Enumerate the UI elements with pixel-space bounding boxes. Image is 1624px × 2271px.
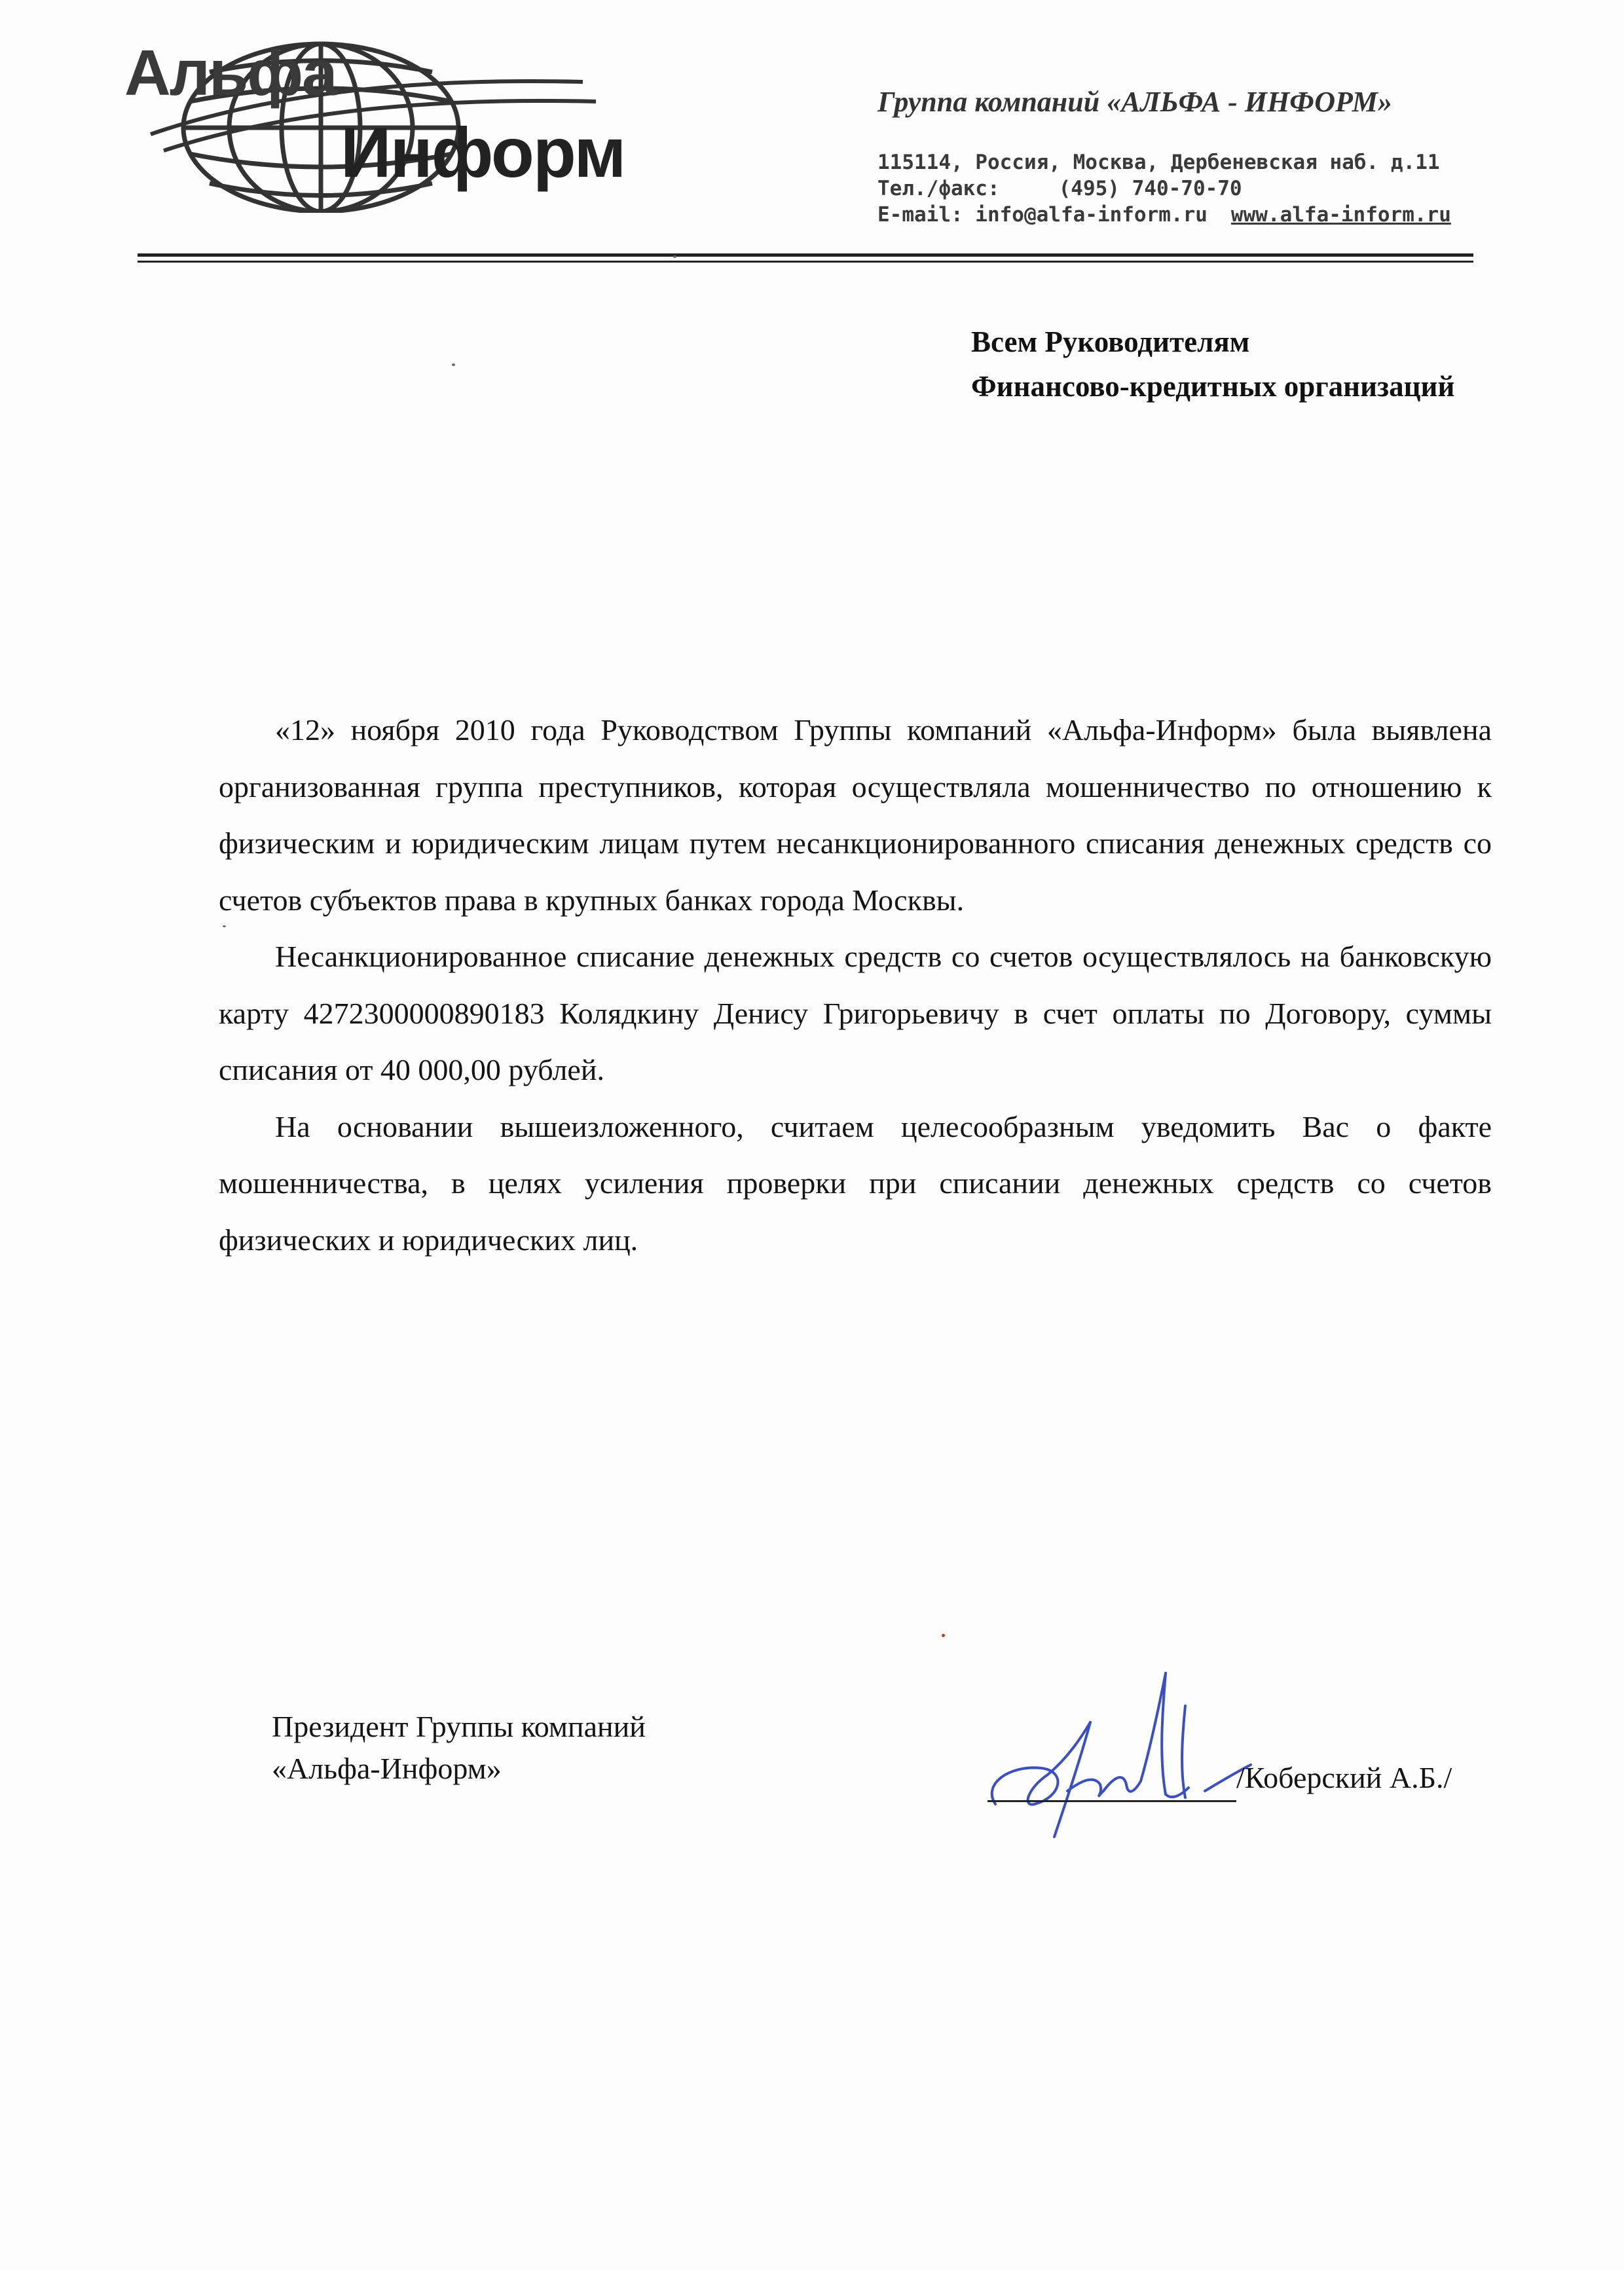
- signature-line: [987, 1800, 1236, 1802]
- scan-speck: [452, 363, 455, 366]
- company-name: Группа компаний «АЛЬФА - ИНФОРМ»: [877, 86, 1392, 118]
- scan-speck: [673, 255, 676, 258]
- paragraph-2: Несанкционированное списание денежных средств со счетов осуществлялось на банковскую карту 4272300000890183 Колядкину Денису Григорьевичу в счет оплаты по Договору, суммы списания от 40 000,00 рублей.: [219, 940, 1492, 1086]
- scan-speck: [223, 925, 226, 927]
- signatory-title: [272, 1706, 646, 1790]
- handwritten-signature: [969, 1660, 1257, 1856]
- phone-line: [877, 175, 1451, 202]
- scan-speck: [942, 1634, 945, 1637]
- header-rule-thick: [138, 253, 1473, 257]
- paragraph-3: На основании вышеизложенного, считаем целесообразным уведомить Вас о факте мошенничества, в целях усиления проверки при списании денежных средств со счетов физических и юридических лиц.: [219, 1109, 1492, 1257]
- addressee: [971, 320, 1454, 409]
- address-line: 115114, Россия, Москва, Дербеневская наб. д.11: [877, 151, 1440, 174]
- phone-value: (495) 740-70-70: [1058, 177, 1242, 200]
- signatory-title-line-1: Президент Группы компаний: [272, 1710, 646, 1743]
- header-rule-thin: [138, 261, 1473, 263]
- company-logo: [124, 36, 625, 213]
- phone-label: Тел./факс:: [877, 177, 1000, 200]
- letter-body: [219, 702, 1492, 1268]
- logo-word-alfa: Альфа: [124, 37, 337, 109]
- email-label[interactable]: E-mail: info@alfa-inform.ru: [877, 203, 1208, 227]
- signatory-title-line-2: «Альфа-Информ»: [272, 1752, 502, 1785]
- paragraph-1: «12» ноября 2010 года Руководством Группы компаний «Альфа-Информ» была выявлена организованная группа преступников, которая осуществляла мошенничество по отношению к физическим и юридическим лицам путем несанкционированного списания денежных средств со счетов субъектов права в крупных банках города Москвы.: [219, 713, 1492, 917]
- signer-name: /Коберский А.Б./: [1236, 1761, 1452, 1794]
- email-line: [877, 202, 1451, 228]
- addressee-line-1: Всем Руководителям: [971, 325, 1250, 358]
- contact-block: [877, 149, 1451, 228]
- addressee-line-2: Финансово-кредитных организаций: [971, 370, 1455, 403]
- logo-word-inform: Информ: [341, 113, 625, 192]
- website-link[interactable]: www.alfa-inform.ru: [1230, 203, 1451, 227]
